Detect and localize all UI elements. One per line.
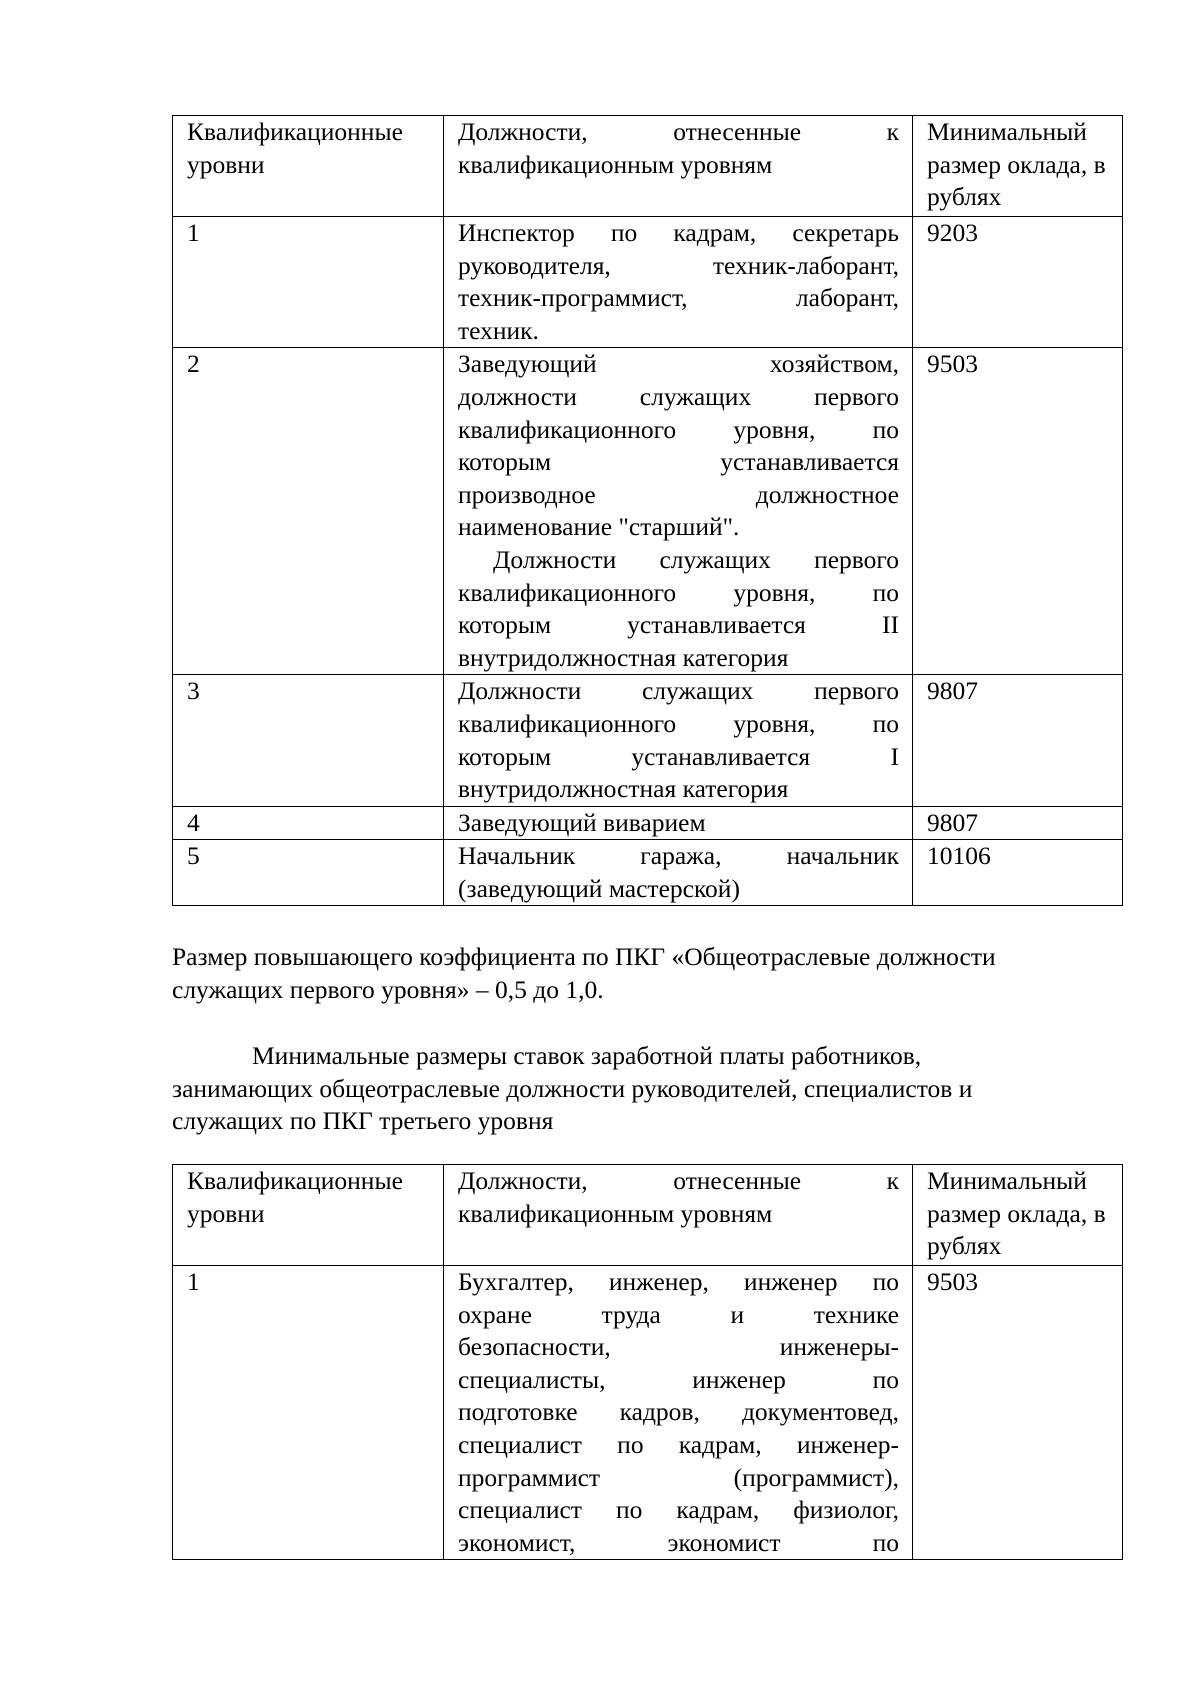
header-levels: Квалификационные уровни [173, 1165, 444, 1266]
positions-line: квалификационного уровня, по [458, 708, 899, 738]
level-cell: 4 [173, 806, 444, 840]
header-positions [444, 116, 913, 217]
positions-cell [444, 840, 913, 906]
header-positions-line: Должности, отнесенные к [458, 1166, 899, 1195]
table-row [173, 675, 1123, 806]
level-cell: 2 [173, 348, 444, 675]
header-levels: Квалификационные уровни [173, 116, 444, 217]
level-cell: 5 [173, 840, 444, 906]
positions-line: техник. [458, 315, 539, 345]
header-positions [444, 1165, 913, 1266]
salary-cell: 9807 [913, 675, 1123, 806]
table-row [173, 217, 1123, 348]
level-cell: 1 [173, 1266, 444, 1560]
salary-cell: 9807 [913, 806, 1123, 840]
coefficient-note-line: Размер повышающего коэффициента по ПКГ «Общеотраслевые должности [172, 942, 996, 971]
section-heading-line: служащих по ПКГ третьего уровня [172, 1106, 554, 1136]
table-header-row [173, 116, 1123, 217]
salary-table-first-level [172, 115, 1123, 906]
positions-line: Инспектор по кадрам, секретарь [458, 218, 899, 247]
positions-line: наименование "старший". [458, 512, 740, 542]
positions-line: квалификационного уровня, по [458, 577, 899, 607]
table-row [173, 806, 1123, 840]
positions-line: должности служащих первого [458, 381, 899, 411]
positions-line: Заведующий виварием [458, 807, 706, 837]
positions-cell [444, 675, 913, 806]
level-cell: 3 [173, 675, 444, 806]
positions-line: подготовке кадров, документовед, [458, 1397, 899, 1427]
salary-table-third-level [172, 1164, 1123, 1560]
positions-cell [444, 1266, 913, 1560]
positions-line: техник-программист, лаборант, [458, 283, 899, 313]
positions-line: квалификационного уровня, по [458, 414, 899, 444]
positions-line: специалисты, инженер по [458, 1364, 899, 1394]
positions-line: которым устанавливается [458, 447, 899, 477]
positions-line: которым устанавливается II [458, 610, 899, 640]
header-positions-line: Должности, отнесенные к [458, 117, 899, 146]
positions-line: Начальник гаража, начальник [458, 841, 899, 871]
positions-line: безопасности, инженеры- [458, 1332, 899, 1362]
positions-line: охране труда и технике [458, 1299, 899, 1329]
table-row [173, 840, 1123, 906]
salary-cell: 9503 [913, 348, 1123, 675]
positions-cell [444, 806, 913, 840]
positions-line: Должности служащих первого [458, 676, 899, 706]
positions-cell [444, 217, 913, 348]
positions-line: производное должностное [458, 479, 899, 509]
level-cell: 1 [173, 217, 444, 348]
section-heading-line: занимающих общеотраслевые должности руководителей, специалистов и [172, 1073, 973, 1103]
positions-line: экономист, экономист по [458, 1527, 899, 1557]
positions-line: Должности служащих первого [493, 544, 899, 574]
positions-line: Заведующий хозяйством, [458, 349, 899, 379]
section-heading-line: Минимальные размеры ставок заработной платы работников, [252, 1041, 922, 1070]
coefficient-note-line: служащих первого уровня» – 0,5 до 1,0. [172, 974, 604, 1004]
positions-line: (заведующий мастерской) [458, 873, 740, 903]
positions-line: специалист по кадрам, инженер- [458, 1429, 899, 1459]
header-salary: Минимальный размер оклада, в рублях [913, 1165, 1123, 1266]
header-positions-line: квалификационным уровням [458, 149, 773, 179]
positions-cell [444, 348, 913, 675]
positions-line: которым устанавливается I [458, 741, 899, 771]
positions-line: внутридолжностная категория [458, 774, 789, 804]
salary-cell: 10106 [913, 840, 1123, 906]
positions-line: внутридолжностная категория [458, 642, 789, 672]
positions-line: специалист по кадрам, физиолог, [458, 1495, 899, 1525]
table-row [173, 348, 1123, 675]
header-salary: Минимальный размер оклада, в рублях [913, 116, 1123, 217]
section-heading [172, 1040, 1122, 1138]
salary-cell: 9503 [913, 1266, 1123, 1560]
header-positions-line: квалификационным уровням [458, 1198, 773, 1228]
positions-line: Бухгалтер, инженер, инженер по [458, 1267, 899, 1296]
salary-cell: 9203 [913, 217, 1123, 348]
positions-line: программист (программист), [458, 1462, 899, 1492]
coefficient-note [172, 941, 1122, 1006]
positions-line: руководителя, техник-лаборант, [458, 250, 899, 280]
table-header-row [173, 1165, 1123, 1266]
table-row [173, 1266, 1123, 1560]
